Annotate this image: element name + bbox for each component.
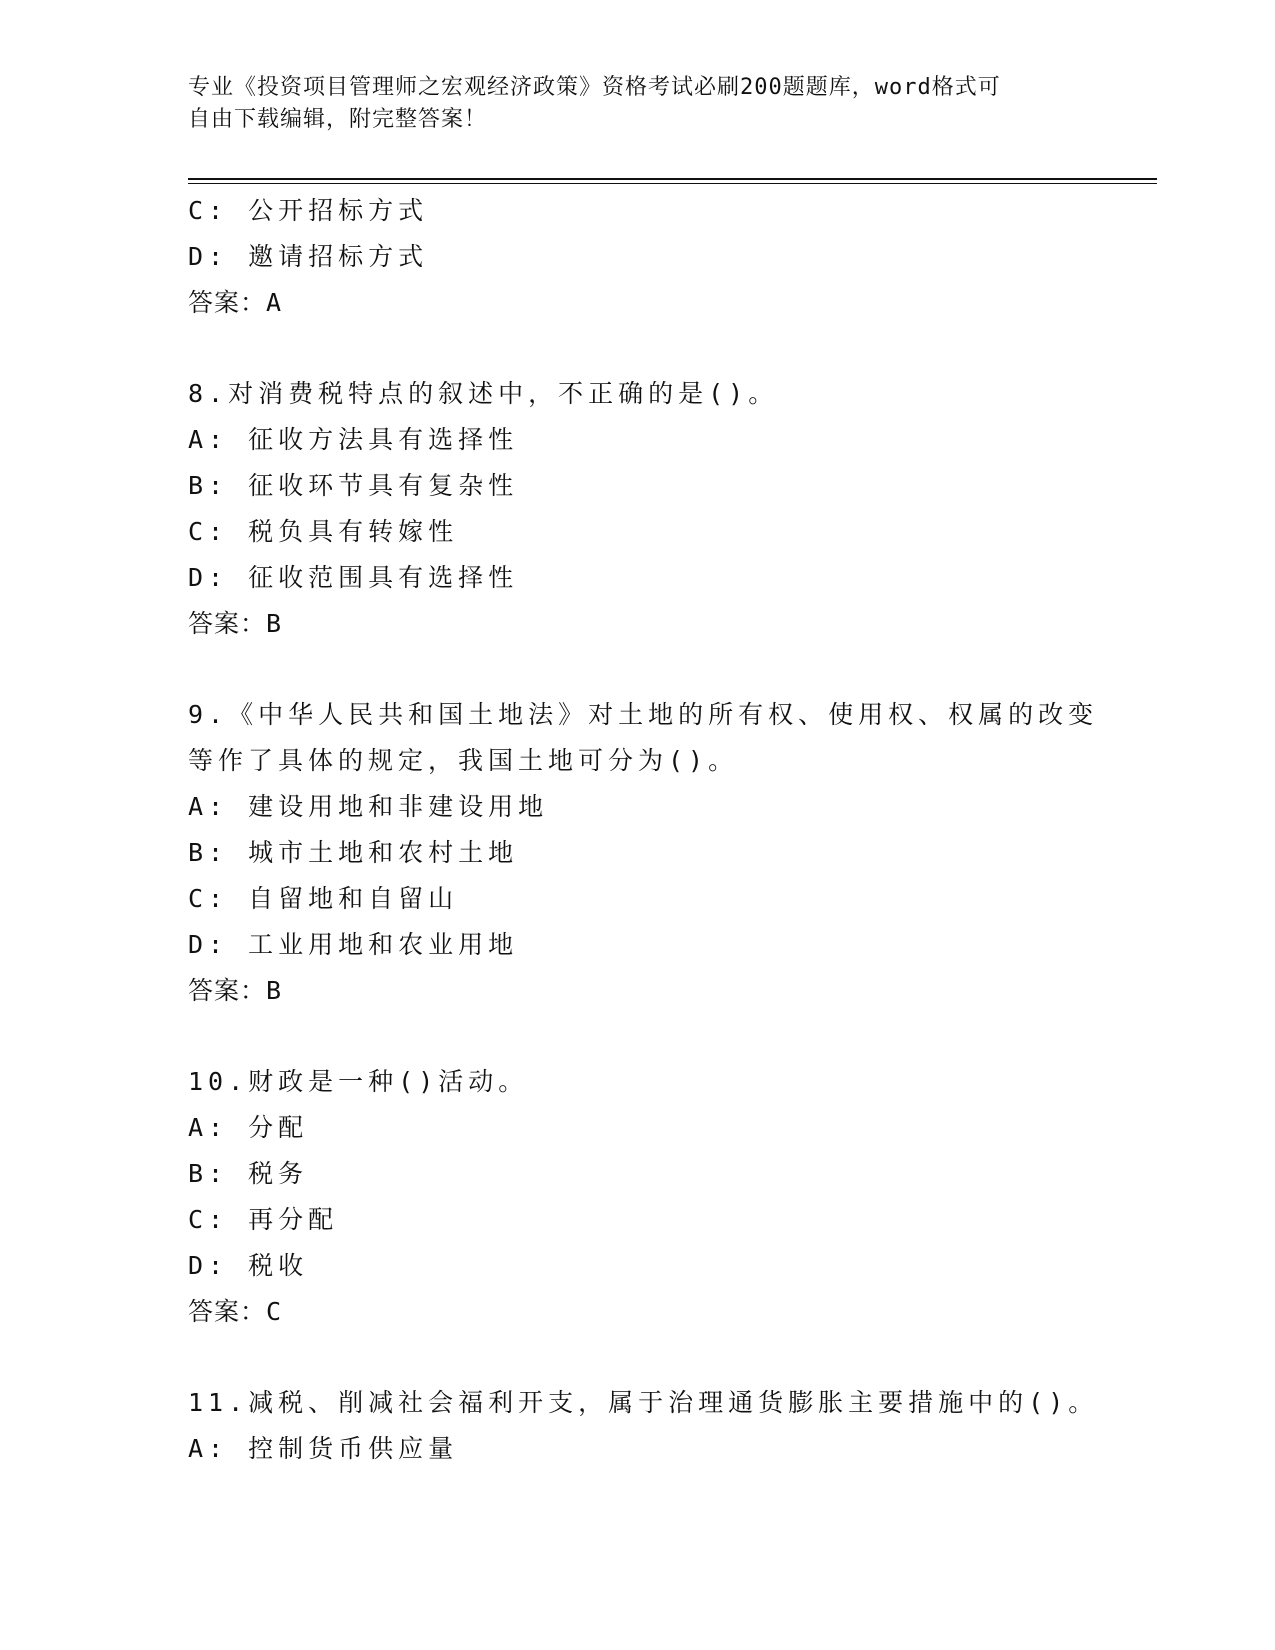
- option-d: [188, 922, 1088, 968]
- header-line-1: 专业《投资项目管理师之宏观经济政策》资格考试必刷200题题库，word格式可: [188, 75, 1001, 100]
- option-label: C:: [188, 1205, 229, 1234]
- option-a: [188, 784, 1088, 830]
- option-label: C:: [188, 884, 229, 913]
- option-label: B:: [188, 471, 229, 500]
- question-list: [188, 188, 1099, 1472]
- option-a: [188, 1105, 1088, 1151]
- option-d: [188, 234, 1088, 280]
- option-label: A:: [188, 1113, 229, 1142]
- option-text: 征收环节具有复杂性: [248, 471, 519, 500]
- option-b: [188, 463, 1088, 509]
- option-text: 征收方法具有选择性: [248, 425, 519, 454]
- option-text: 建设用地和非建设用地: [248, 792, 549, 821]
- option-text: 邀请招标方式: [248, 242, 429, 271]
- spacer: [188, 1335, 1088, 1380]
- option-a: [188, 1426, 1088, 1472]
- header-rule-thin: [188, 183, 1157, 184]
- option-text: 税负具有转嫁性: [248, 517, 459, 546]
- option-text: 征收范围具有选择性: [248, 563, 519, 592]
- answer-label: 答案：: [188, 976, 267, 1005]
- answer-value: A: [266, 288, 284, 317]
- answer-value: C: [266, 1297, 284, 1326]
- option-c: [188, 188, 1088, 234]
- question-stem: 10.财政是一种()活动。: [188, 1067, 529, 1096]
- document-header: [188, 72, 1088, 136]
- question-stem: 11.减税、削减社会福利开支，属于治理通货膨胀主要措施中的()。: [188, 1388, 1099, 1417]
- option-label: A:: [188, 792, 229, 821]
- option-text: 工业用地和农业用地: [248, 930, 519, 959]
- answer-value: B: [266, 609, 284, 638]
- option-label: B:: [188, 1159, 229, 1188]
- option-label: C:: [188, 196, 229, 225]
- answer-label: 答案：: [188, 1297, 267, 1326]
- answer-line: [188, 280, 1088, 326]
- option-b: [188, 830, 1088, 876]
- answer-label: 答案：: [188, 609, 267, 638]
- option-c: [188, 1197, 1088, 1243]
- option-text: 控制货币供应量: [248, 1434, 459, 1463]
- option-text: 公开招标方式: [248, 196, 429, 225]
- option-c: [188, 509, 1088, 555]
- option-d: [188, 555, 1088, 601]
- header-rule-thick: [188, 178, 1157, 180]
- answer-line: [188, 601, 1088, 647]
- question-11: [188, 1380, 1099, 1472]
- spacer: [188, 647, 1088, 692]
- option-text: 税收: [248, 1251, 309, 1280]
- option-a: [188, 417, 1088, 463]
- option-text: 税务: [248, 1159, 309, 1188]
- answer-label: 答案：: [188, 288, 267, 317]
- option-label: D:: [188, 242, 229, 271]
- question-stem-continued: 等作了具体的规定，我国土地可分为()。: [188, 746, 739, 775]
- answer-line: [188, 968, 1088, 1014]
- option-label: A:: [188, 1434, 229, 1463]
- question-8: [188, 371, 1088, 647]
- option-label: A:: [188, 425, 229, 454]
- option-label: B:: [188, 838, 229, 867]
- question-9: [188, 692, 1099, 1014]
- spacer: [188, 326, 1088, 371]
- option-label: C:: [188, 517, 229, 546]
- option-label: D:: [188, 1251, 229, 1280]
- option-text: 城市土地和农村土地: [248, 838, 519, 867]
- spacer: [188, 1014, 1088, 1059]
- option-text: 分配: [248, 1113, 309, 1142]
- answer-value: B: [266, 976, 284, 1005]
- question-10: [188, 1059, 1088, 1335]
- header-line-2: 自由下载编辑，附完整答案！: [188, 107, 488, 132]
- option-text: 自留地和自留山: [248, 884, 459, 913]
- option-d: [188, 1243, 1088, 1289]
- option-label: D:: [188, 563, 229, 592]
- answer-line: [188, 1289, 1088, 1335]
- option-c: [188, 876, 1088, 922]
- question-stem: 8.对消费税特点的叙述中，不正确的是()。: [188, 379, 779, 408]
- option-label: D:: [188, 930, 229, 959]
- question-stem: 9.《中华人民共和国土地法》对土地的所有权、使用权、权属的改变: [188, 700, 1099, 729]
- option-b: [188, 1151, 1088, 1197]
- question-fragment: [188, 188, 1088, 326]
- option-text: 再分配: [248, 1205, 339, 1234]
